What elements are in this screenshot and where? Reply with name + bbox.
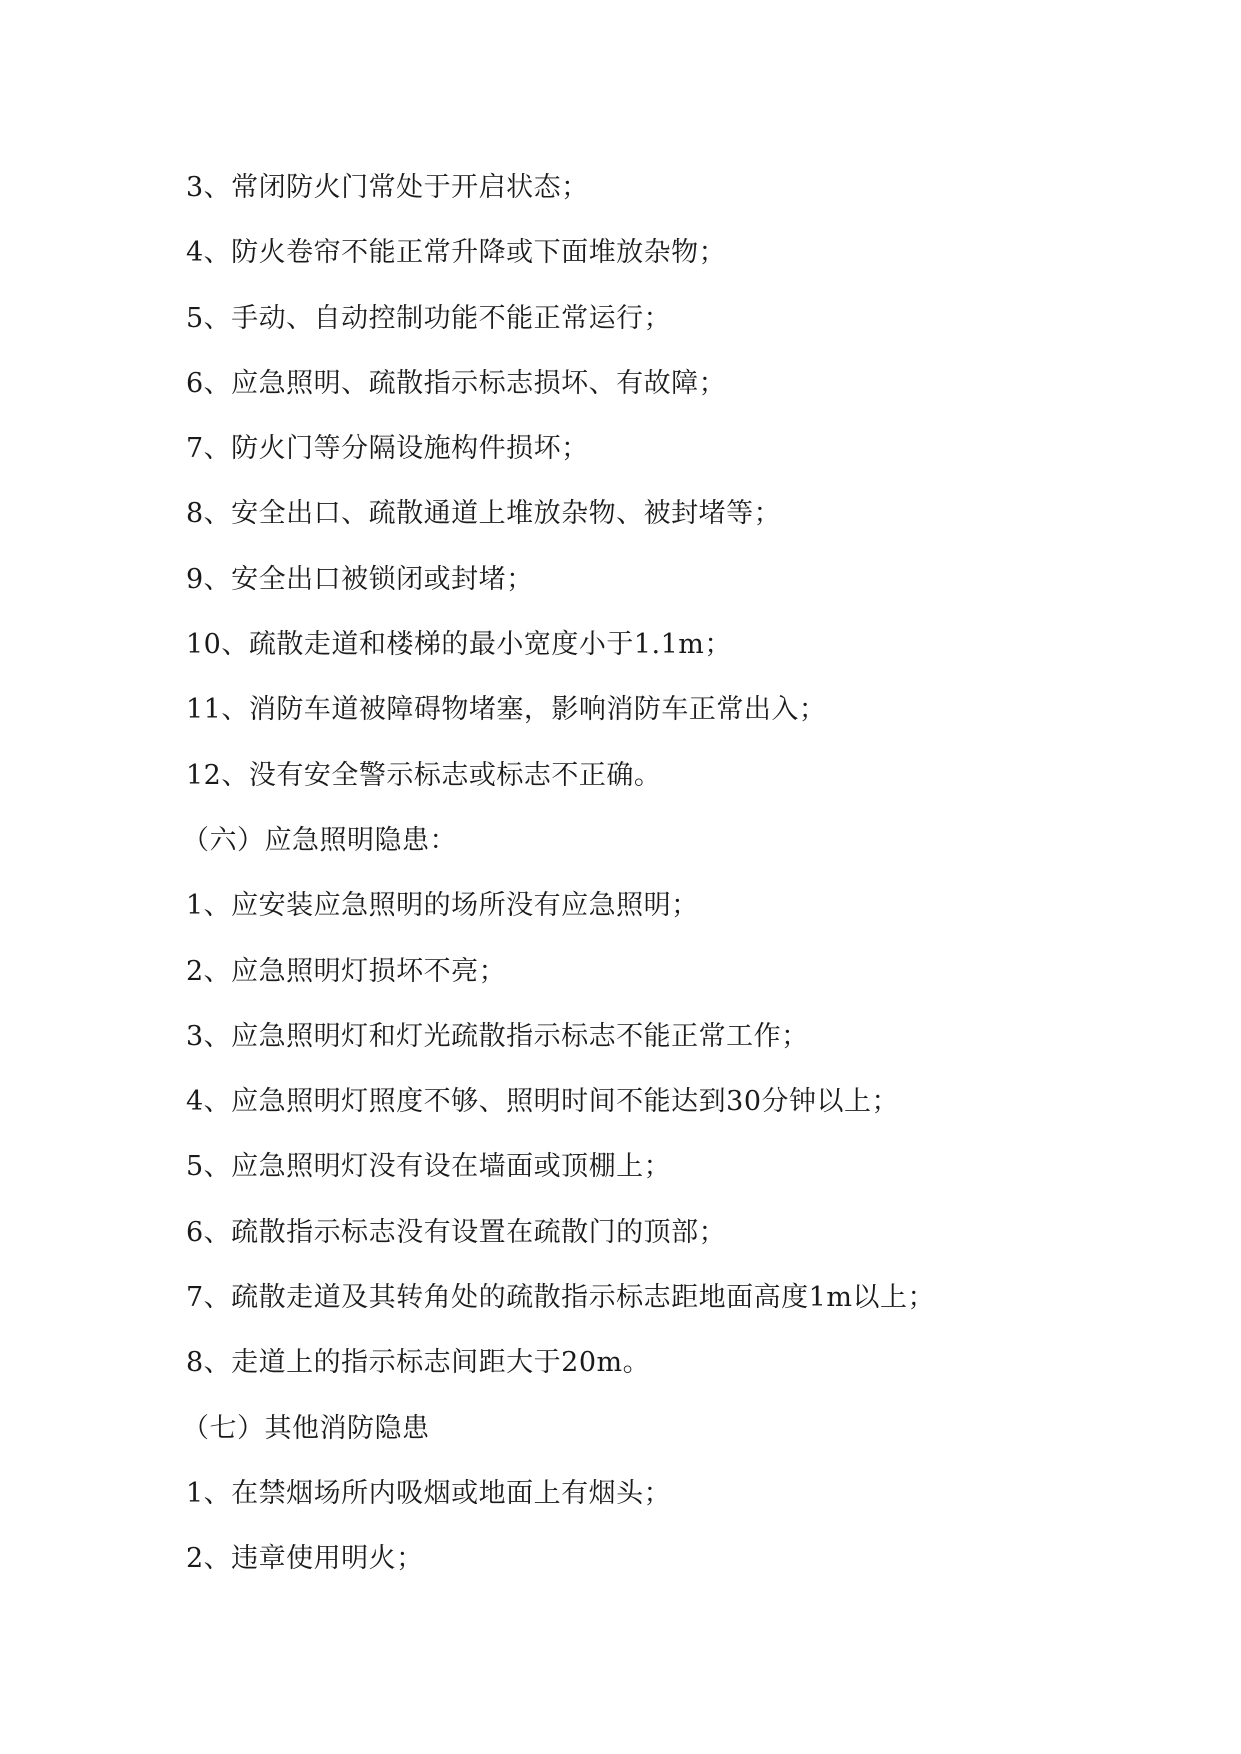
list-item: 1、应安装应急照明的场所没有应急照明； <box>186 890 699 922</box>
list-item: 12、没有安全警示标志或标志不正确。 <box>186 759 662 791</box>
list-item: 4、应急照明灯照度不够、照明时间不能达到30分钟以上； <box>186 1086 900 1118</box>
list-item: 2、违章使用明火； <box>186 1543 424 1575</box>
section-heading: （六）应急照明隐患： <box>182 824 457 856</box>
list-item: 8、安全出口、疏散通道上堆放杂物、被封堵等； <box>186 498 782 530</box>
list-item: 2、应急照明灯损坏不亮； <box>186 955 507 987</box>
list-item: 7、疏散走道及其转角处的疏散指示标志距地面高度1m以上； <box>186 1282 935 1314</box>
list-item: 1、在禁烟场所内吸烟或地面上有烟头； <box>186 1477 672 1509</box>
list-item: 6、应急照明、疏散指示标志损坏、有故障； <box>186 367 727 399</box>
list-item: 4、防火卷帘不能正常升降或下面堆放杂物； <box>186 237 727 269</box>
list-item: 5、应急照明灯没有设在墙面或顶棚上； <box>186 1151 672 1183</box>
list-item: 9、安全出口被锁闭或封堵； <box>186 563 534 595</box>
text-body <box>182 155 1166 1592</box>
list-item: 7、防火门等分隔设施构件损坏； <box>186 433 589 465</box>
list-item: 5、手动、自动控制功能不能正常运行； <box>186 302 672 334</box>
list-item: 3、应急照明灯和灯光疏散指示标志不能正常工作； <box>186 1020 809 1052</box>
list-item: 11、消防车道被障碍物堵塞，影响消防车正常出入； <box>186 694 827 726</box>
list-item: 3、常闭防火门常处于开启状态； <box>186 172 589 203</box>
list-item: 6、疏散指示标志没有设置在疏散门的顶部； <box>186 1216 727 1248</box>
list-item: 10、疏散走道和楼梯的最小宽度小于1.1m； <box>186 629 732 661</box>
section-heading: （七）其他消防隐患 <box>182 1412 430 1444</box>
list-item: 8、走道上的指示标志间距大于20m。 <box>186 1347 651 1379</box>
